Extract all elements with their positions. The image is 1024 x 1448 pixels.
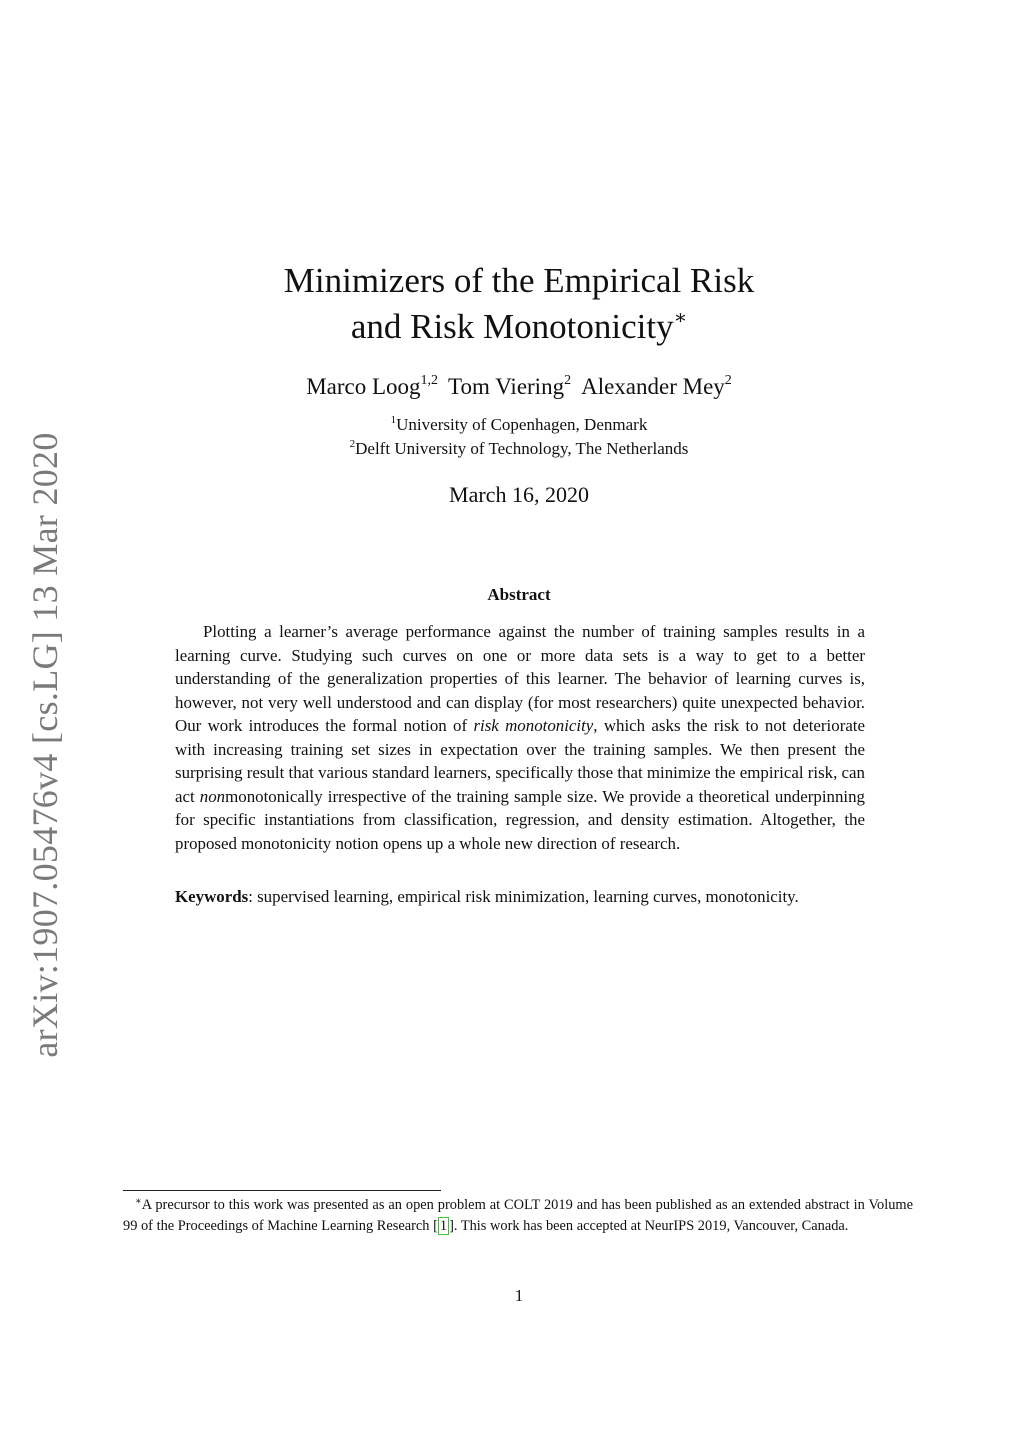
abstract-text-a: Plotting a learner’s average performance against the number of training samples results in a learning curve. Studying such curves on one or more data sets is a way to get to a better understanding of the generalization properties of this learner. The behavior of learning curves is, however, not very well understood and can display (for most researchers) quite unexpected behavior. Our work introduces the formal notion of <box>175 622 865 735</box>
footnote-text-b: ]. This work has been accepted at NeurIPS 2019, Vancouver, Canada. <box>449 1218 849 1234</box>
keywords-line <box>175 885 875 908</box>
keywords-text: : supervised learning, empirical risk minimization, learning curves, monotonicity. <box>248 887 799 906</box>
footnote-rule <box>123 1190 441 1191</box>
keywords-label: Keywords <box>175 887 249 906</box>
abstract-body <box>175 620 865 855</box>
footnote-mark: ∗ <box>135 1196 142 1207</box>
title-line-2-text: and Risk Monotonicity <box>350 307 674 346</box>
title-footnote-mark: ∗ <box>673 307 688 329</box>
affiliation-mark-1: 1 <box>390 414 397 426</box>
author-list <box>0 372 1024 402</box>
abstract-text-b: , which asks the risk to not deteriorate with increasing training set sizes in expectation over the training samples. We then present the surprising result that various standard learners, specifically those that minimize the empirical risk, can act <box>175 716 865 806</box>
author-affil-mark-3: 2 <box>724 373 732 388</box>
title-line-1: Minimizers of the Empirical Risk <box>283 261 755 300</box>
affiliation-2 <box>0 438 1024 460</box>
title-line-2 <box>0 304 1024 350</box>
abstract-text-c: monotonically irrespective of the training sample size. We provide a theoretical underpinning for specific instantiations from classification, regression, and density estimation. Altogether, the proposed monotonicity notion opens up a whole new direction of research. <box>175 786 865 853</box>
footnote-text-a: A precursor to this work was presented as an open problem at COLT 2019 and has been published as an extended abstract in Volume 99 of the Proceedings of Machine Learning Research [ <box>123 1197 913 1234</box>
affiliation-text-2: Delft University of Technology, The Netherlands <box>355 439 689 458</box>
abstract-emphasis-risk-monotonicity: risk monotonicity <box>473 716 594 735</box>
author-name-1: Marco Loog <box>306 374 421 399</box>
page-number: 1 <box>514 1286 524 1305</box>
paper-title <box>0 258 1024 350</box>
affiliation-1 <box>0 414 1024 436</box>
paper-date: March 16, 2020 <box>449 482 589 507</box>
arxiv-identifier-stamp: arXiv:1907.05476v4 [cs.LG] 13 Mar 2020 <box>25 432 65 1058</box>
author-affil-mark-2: 2 <box>564 373 572 388</box>
footnote <box>123 1195 913 1237</box>
author-affil-mark-1: 1,2 <box>420 373 439 388</box>
abstract-emphasis-non: non <box>199 786 226 806</box>
author-name-3: Alexander Mey <box>581 374 725 399</box>
author-name-2: Tom Viering <box>448 374 565 399</box>
affiliation-text-1: University of Copenhagen, Denmark <box>396 415 648 434</box>
affiliation-mark-2: 2 <box>349 438 356 450</box>
citation-link-1[interactable]: 1 <box>439 1218 448 1234</box>
abstract-heading: Abstract <box>487 585 551 604</box>
